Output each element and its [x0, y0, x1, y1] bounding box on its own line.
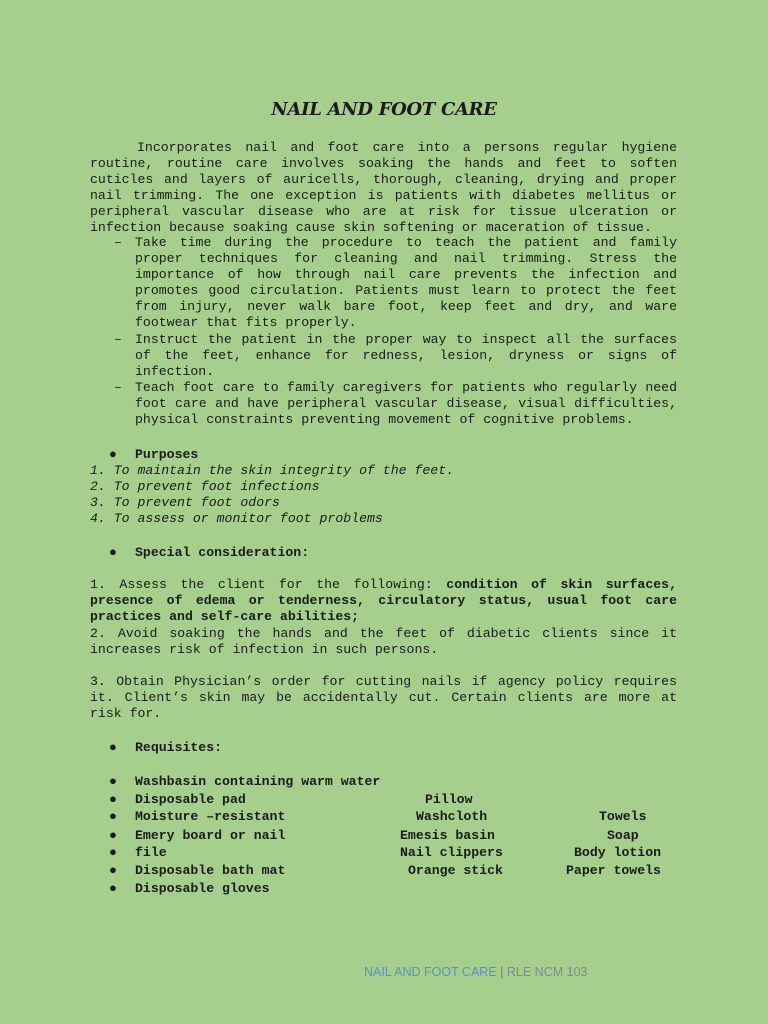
- dash-marker: –: [114, 331, 122, 347]
- bullet-icon: ●: [109, 881, 117, 896]
- purposes-list: [90, 463, 454, 527]
- requisite-row: ● Disposable bath mat Orange stick Paper towels: [109, 863, 661, 878]
- dash-marker: –: [114, 379, 122, 395]
- list-item: 4. To assess or monitor foot problems: [90, 511, 383, 527]
- special-item-3: 3. Obtain Physician’s order for cutting nails if agency policy requires it. Client’s skin may be accidentally cut. Certain clients are more at risk for.: [90, 674, 677, 722]
- bullet-icon: ●: [109, 740, 117, 755]
- requisite-row: ● Emery board or nail Emesis basin Soap: [109, 828, 639, 843]
- bullet-icon: ●: [109, 792, 117, 807]
- special-item-1: 1. Assess the client for the following: condition of skin surfaces, presence of edema or tenderness, circulatory status, usual foot care practices and self-care abilities;: [90, 577, 677, 625]
- list-item: 3. To prevent foot odors: [90, 495, 280, 511]
- page-footer: [364, 965, 587, 979]
- requisite-row: ● Disposable gloves: [109, 881, 270, 896]
- footer-title: NAIL AND FOOT CARE: [364, 965, 497, 979]
- list-item: – Teach foot care to family caregivers for patients who regularly need foot care and have peripheral vascular disease, visual difficulties, physical constraints preventing movement of cognitive problems.: [114, 379, 677, 428]
- list-item: 1. To maintain the skin integrity of the feet.: [90, 463, 455, 478]
- requisite-row: ● file Nail clippers Body lotion: [109, 845, 662, 860]
- footer-course: RLE NCM 103: [506, 965, 588, 979]
- list-item: 2. To prevent foot infections: [90, 479, 320, 495]
- requisite-row: ● Moisture –resistant Washcloth Towels: [109, 809, 647, 824]
- bullet-icon: ●: [109, 845, 117, 860]
- bullet-icon: ●: [109, 447, 117, 462]
- footer-separator: |: [500, 965, 504, 979]
- intro-paragraph: Incorporates nail and foot care into a persons regular hygiene routine, routine care involves soaking the hands and feet to soften cuticles and layers of auricells, thorough, cleaning, drying and proper nail trimming. The one exception is patients with diabetes mellitus or peripheral vascular disease who are at risk for tissue ulceration or infection because soaking cause skin softening or maceration of tissue.: [90, 140, 677, 236]
- list-item: – Instruct the patient in the proper way to inspect all the surfaces of the feet, enhance for redness, lesion, dryness or signs of infection.: [114, 331, 677, 379]
- requisite-row: ● Disposable pad Pillow: [109, 792, 473, 807]
- bullet-icon: ●: [109, 774, 117, 789]
- dash-list: [90, 235, 677, 428]
- bullet-icon: ●: [109, 863, 117, 878]
- requisite-row: ● Washbasin containing warm water: [109, 774, 381, 789]
- bullet-icon: ●: [109, 809, 117, 824]
- dash-marker: –: [114, 235, 122, 250]
- bullet-icon: ●: [109, 828, 117, 843]
- list-item: – Take time during the procedure to teach the patient and family proper techniques for cleaning and nail trimming. Stress the importance of how through nail care prevents the infection and promotes good circulation. Patients must learn to protect the feet from injury, never walk bare foot, keep feet and dry, and ware footwear that fits properly.: [114, 235, 677, 331]
- page-title: NAIL AND FOOT CARE: [271, 99, 497, 120]
- bullet-icon: ●: [109, 545, 117, 560]
- special-item-2: 2. Avoid soaking the hands and the feet of diabetic clients since it increases risk of infection in such persons.: [90, 626, 677, 658]
